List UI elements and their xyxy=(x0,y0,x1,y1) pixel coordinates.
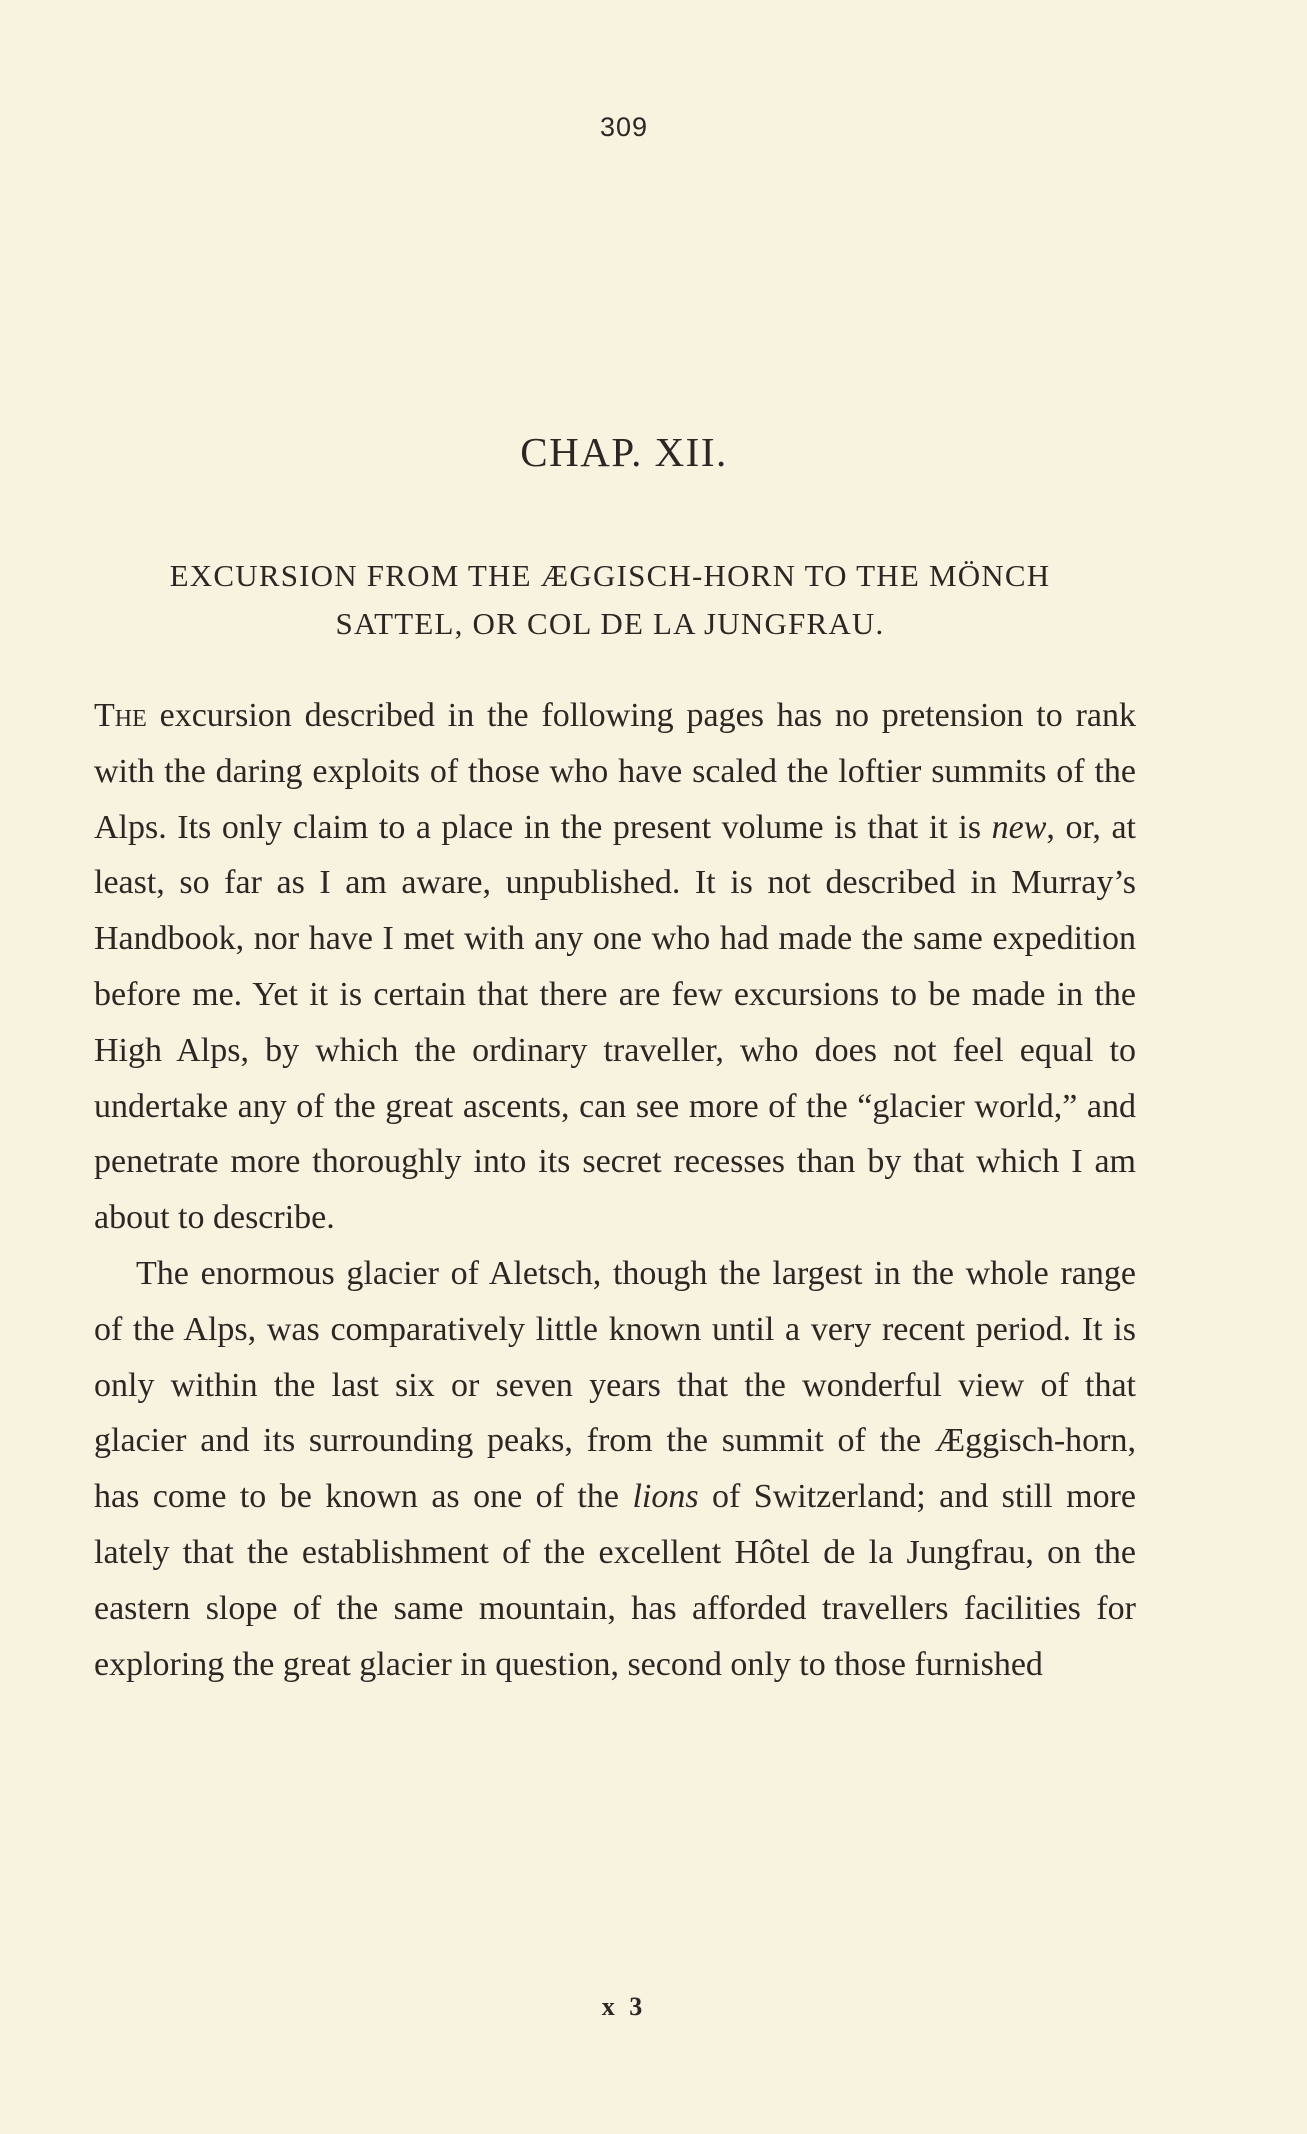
paragraph-2-emphasis: lions xyxy=(632,1478,699,1516)
chapter-heading: CHAP. XII. xyxy=(520,429,728,475)
paragraph-1-emphasis: new xyxy=(991,808,1047,846)
paragraph-1-text-a: excursion described in the following pages has no pretension to rank with the daring exploits of those who have scaled the loftier summits of the Alps. Its only claim to a place in the present volume is that it is xyxy=(94,697,1136,846)
chapter-subtitle-line-2: SATTEL, OR COL DE LA JUNGFRAU. xyxy=(335,606,885,641)
body-text xyxy=(94,688,1136,1692)
page-number: 309 xyxy=(599,112,649,142)
paragraph-2-text-b: of Switzerland; and still more lately that the establishment of the excellent Hôtel de la Jungfrau, on the eastern slope of the same mountain, has afforded travellers facilities for exploring the great glacier in question, second only to those furnished xyxy=(94,1478,1136,1683)
signature-mark: x 3 xyxy=(601,1992,647,2021)
paragraph-1-lead-word: The xyxy=(94,697,147,734)
chapter-subtitle xyxy=(90,552,1130,648)
chapter-subtitle-line-1: EXCURSION FROM THE ÆGGISCH-HORN TO THE MÖNCH xyxy=(169,558,1051,593)
paragraph-2-text-a: The enormous glacier of Aletsch, though the largest in the whole range of the Alps, was comparatively little known until a very recent period. It is only within the last six or seven years that the wonderful view of that glacier and its surrounding peaks, from the summit of the Æggisch-horn, has come to be known as one of the xyxy=(94,1254,1136,1516)
paragraph-1 xyxy=(94,688,1136,1246)
paragraph-2 xyxy=(94,1246,1136,1692)
paragraph-1-text-b: , or, at least, so far as I am aware, unpublished. It is not described in Murray’s Handbook, nor have I met with any one who had made the same expedition before me. Yet it is certain that there are few excursions to be made in the High Alps, by which the ordinary traveller, who does not feel equal to undertake any of the great ascents, can see more of the “glacier world,” and penetrate more thoroughly into its secret recesses than by that which I am about to describe. xyxy=(94,808,1136,1237)
